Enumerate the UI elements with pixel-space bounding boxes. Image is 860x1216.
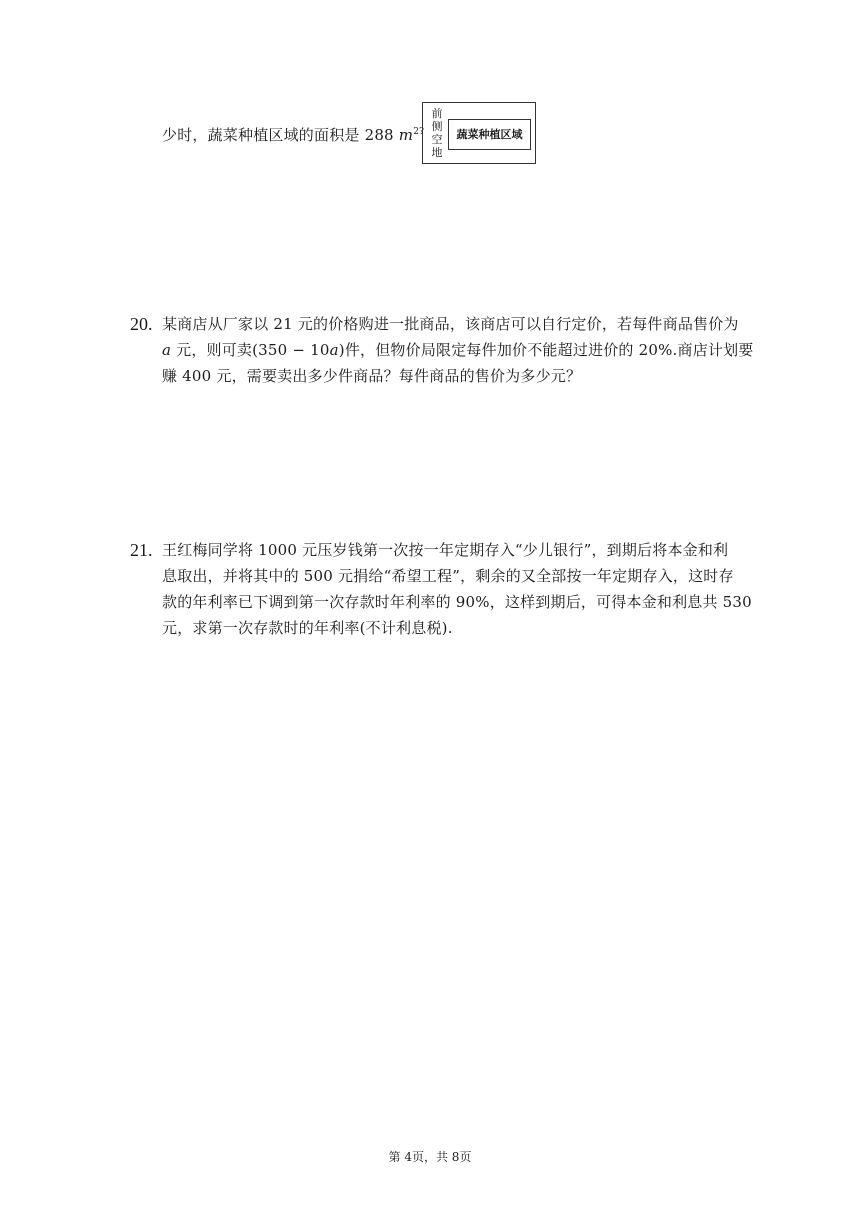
q20-line-2-part-b: )件，但物价局限定每件加价不能超过进价的 20%.商店计划要	[338, 341, 754, 359]
q21-line-2: 息取出，并将其中的 500 元捐给“希望工程”，剩余的又全部按一年定期存入，这时存	[162, 567, 734, 585]
q20-line-2-part-a: 元，则可卖(350 − 10	[171, 341, 330, 359]
q19-tail-text: 少时，蔬菜种植区域的面积是 288	[162, 126, 399, 144]
q20-var-a-2: a	[329, 341, 339, 359]
diagram-side-label: 前侧空地	[431, 107, 443, 159]
q19-tail-line	[162, 125, 424, 145]
q20-line-1: 某商店从厂家以 21 元的价格购进一批商品，该商店可以自行定价，若每件商品售价为	[162, 315, 739, 333]
q19-unit: m	[398, 126, 414, 144]
q20-line-3: 赚 400 元，需要卖出多少件商品？每件商品的售价为多少元？	[162, 367, 582, 385]
q21-line-4: 元，求第一次存款时的年利率(不计利息税).	[162, 619, 453, 637]
q20-number: 20.	[130, 314, 153, 334]
q20-var-a: a	[162, 341, 172, 359]
field-diagram	[422, 102, 536, 164]
q19-exponent: 2?	[413, 127, 425, 137]
q21-line-3: 款的年利率已下调到第一次存款时年利率的 90%，这样到期后，可得本金和利息共 530	[162, 593, 752, 611]
page-footer: 第 4页，共 8页	[388, 1150, 472, 1164]
diagram-inner-box	[448, 119, 531, 150]
diagram-inner-label: 蔬菜种植区域	[456, 128, 523, 141]
q21-number: 21.	[130, 540, 153, 560]
q20-line-2	[162, 340, 754, 360]
q21-line-1: 王红梅同学将 1000 元压岁钱第一次按一年定期存入“少儿银行”，到期后将本金和利	[162, 541, 729, 559]
